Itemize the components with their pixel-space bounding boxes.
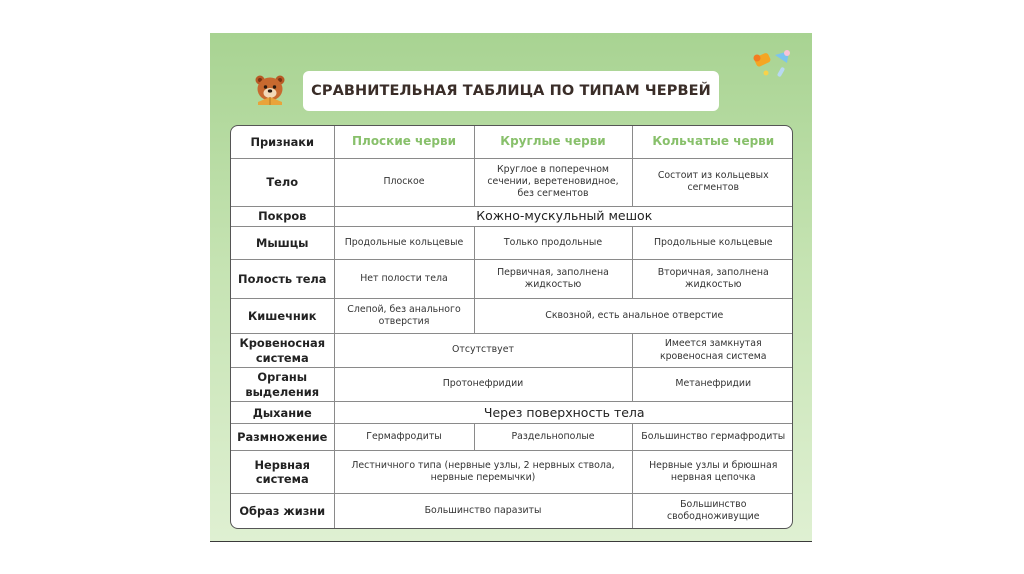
row-label-body: Тело	[231, 158, 334, 206]
bear-logo-icon	[253, 72, 287, 106]
cell-cavity-flat: Нет полости тела	[334, 259, 474, 298]
cell-cover-all: Кожно-мускульный мешок	[334, 206, 793, 226]
row-label-cavity: Полость тела	[231, 259, 334, 298]
table-row-cover	[231, 206, 793, 226]
row-label-circulatory: Кровеносная система	[231, 333, 334, 367]
cell-excretory-flat-round: Протонефридии	[334, 368, 632, 402]
table-row-cavity	[231, 259, 793, 298]
cell-circulatory-flat-round: Отсутствует	[334, 333, 632, 367]
table-row-muscles	[231, 226, 793, 259]
cell-excretory-annelid: Метанефридии	[632, 368, 793, 402]
cell-body-round: Круглое в поперечном сечении, веретеновидное, без сегментов	[474, 158, 632, 206]
cell-breathing-all: Через поверхность тела	[334, 402, 793, 424]
cell-cavity-round: Первичная, заполнена жидкостью	[474, 259, 632, 298]
cell-lifestyle-flat-round: Большинство паразиты	[334, 494, 632, 528]
table-header-row	[231, 126, 793, 158]
cell-cavity-annelid: Вторичная, заполнена жидкостью	[632, 259, 793, 298]
table-row-excretory	[231, 368, 793, 402]
slide-bottom-divider	[210, 541, 812, 542]
table-row-circulatory	[231, 333, 793, 367]
page-title: СРАВНИТЕЛЬНАЯ ТАБЛИЦА ПО ТИПАМ ЧЕРВЕЙ	[311, 83, 711, 99]
row-label-excretory: Органы выделения	[231, 368, 334, 402]
row-label-muscles: Мышцы	[231, 226, 334, 259]
table-row-reproduction	[231, 424, 793, 451]
header-features: Признаки	[231, 126, 334, 158]
header-annelids: Кольчатые черви	[632, 126, 793, 158]
table-row-lifestyle	[231, 494, 793, 528]
row-label-cover: Покров	[231, 206, 334, 226]
cell-gut-flat: Слепой, без анального отверстия	[334, 298, 474, 333]
row-label-nervous: Нервная система	[231, 451, 334, 494]
cell-muscles-annelid: Продольные кольцевые	[632, 226, 793, 259]
cell-reproduction-annelid: Большинство гермафродиты	[632, 424, 793, 451]
row-label-lifestyle: Образ жизни	[231, 494, 334, 528]
cell-nervous-annelid: Нервные узлы и брюшная нервная цепочка	[632, 451, 793, 494]
row-label-gut: Кишечник	[231, 298, 334, 333]
cell-muscles-round: Только продольные	[474, 226, 632, 259]
cell-reproduction-flat: Гермафродиты	[334, 424, 474, 451]
toys-decoration-icon	[745, 43, 797, 83]
cell-reproduction-round: Раздельнополые	[474, 424, 632, 451]
table-row-breathing	[231, 402, 793, 424]
row-label-breathing: Дыхание	[231, 402, 334, 424]
cell-body-annelid: Состоит из кольцевых сегментов	[632, 158, 793, 206]
header-roundworms: Круглые черви	[474, 126, 632, 158]
title-box	[303, 71, 719, 111]
cell-body-flat: Плоское	[334, 158, 474, 206]
table-row-body	[231, 158, 793, 206]
table-row-nervous	[231, 451, 793, 494]
comparison-table	[230, 125, 793, 529]
cell-nervous-flat-round: Лестничного типа (нервные узлы, 2 нервных ствола, нервные перемычки)	[334, 451, 632, 494]
cell-circulatory-annelid: Имеется замкнутая кровеносная система	[632, 333, 793, 367]
cell-lifestyle-annelid: Большинство свободноживущие	[632, 494, 793, 528]
cell-gut-round-annelid: Сквозной, есть анальное отверстие	[474, 298, 793, 333]
table-row-gut	[231, 298, 793, 333]
cell-muscles-flat: Продольные кольцевые	[334, 226, 474, 259]
row-label-reproduction: Размножение	[231, 424, 334, 451]
header-flatworms: Плоские черви	[334, 126, 474, 158]
